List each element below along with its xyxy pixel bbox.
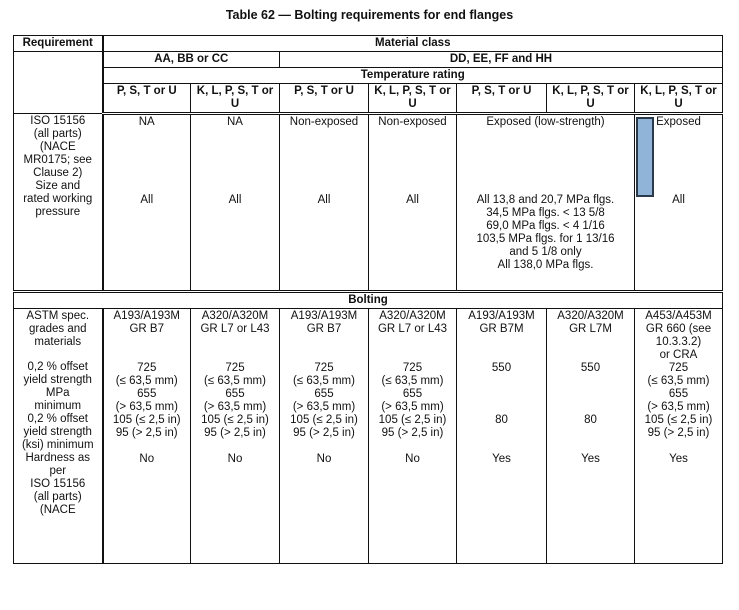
iso-label-line: MR0175; see	[23, 154, 92, 166]
mpa-value: 550	[580, 362, 601, 374]
iso-value: NA	[227, 116, 243, 128]
ksi-value: 95 (> 2,5 in)	[115, 427, 178, 439]
mpa-value: (> 63,5 mm)	[115, 401, 178, 413]
rating-header: K, L, P, S, T or U	[191, 84, 280, 114]
hardness-label-line: (NACE	[39, 504, 76, 516]
size-exposed-line: 34,5 MPa flgs. < 13 5/8	[486, 207, 605, 219]
rating-header: K, L, P, S, T or U	[547, 84, 635, 114]
blank-cell	[14, 52, 103, 114]
mpa-value: (≤ 63,5 mm)	[293, 375, 355, 387]
bolting-col-1	[103, 309, 191, 564]
mpa-value: (≤ 63,5 mm)	[381, 375, 444, 387]
bolting-section-header: Bolting	[14, 292, 723, 309]
header-row-material-class	[14, 36, 723, 52]
size-exposed-line: 103,5 MPa flgs. for 1 13/16	[476, 233, 615, 245]
hardness-label-line: (all parts)	[33, 491, 82, 503]
mpa-value: 655	[137, 388, 157, 400]
bolting-section-row	[14, 292, 723, 309]
rating-header: P, S, T or U	[457, 84, 547, 114]
spec-value: GR L7M	[569, 323, 612, 335]
spec-value: A193/A193M	[468, 310, 535, 322]
mpa-value: 655	[402, 388, 423, 400]
spec-value: GR 660 (see	[645, 323, 712, 335]
bolting-col-5	[457, 309, 547, 564]
group-a-header: AA, BB or CC	[103, 52, 280, 68]
hardness-value: Yes	[581, 453, 600, 465]
size-value: All	[672, 194, 685, 206]
ksi-value: 80	[495, 414, 508, 426]
mpa-value: (≤ 63,5 mm)	[115, 375, 178, 387]
hardness-value: Yes	[669, 453, 688, 465]
size-exposed-line: All 138,0 MPa flgs.	[497, 259, 594, 271]
ksi-label-line: 0,2 % offset	[27, 413, 89, 425]
ksi-label-line: (ksi) minimum	[21, 439, 94, 451]
iso-value: NA	[138, 116, 155, 128]
spec-label-line: grades and	[28, 323, 87, 335]
iso-label-line: ISO 15156	[30, 115, 86, 127]
ksi-value: 95 (> 2,5 in)	[647, 427, 710, 439]
bolting-col-4	[369, 309, 457, 564]
bolting-data-row	[14, 309, 723, 564]
mpa-label-line: MPa	[45, 387, 70, 399]
ksi-value: 95 (> 2,5 in)	[204, 427, 266, 439]
header-row-groups	[14, 52, 723, 68]
rating-header: K, L, P, S, T or U	[369, 84, 457, 114]
rating-header: P, S, T or U	[103, 84, 191, 114]
ksi-value: 105 (≤ 2,5 in)	[378, 414, 447, 426]
mpa-value: (≤ 63,5 mm)	[647, 375, 710, 387]
mpa-value: 725	[137, 362, 157, 374]
spec-value: A320/A320M	[201, 310, 269, 322]
hardness-label-line: Hardness as	[25, 452, 91, 464]
bolting-col-6	[547, 309, 635, 564]
bolting-col-3	[280, 309, 369, 564]
group-b-header: DD, EE, FF and HH	[280, 52, 723, 68]
ksi-value: 95 (> 2,5 in)	[381, 427, 444, 439]
hardness-label-line: per	[49, 465, 67, 477]
mpa-value: 725	[314, 362, 334, 374]
bolting-requirements-table	[13, 35, 723, 564]
spec-value: A320/A320M	[379, 310, 446, 322]
spec-value: GR B7M	[479, 323, 524, 335]
iso-label-line: (NACE	[39, 141, 76, 153]
size-label-line: pressure	[35, 206, 81, 218]
iso-label-cell	[14, 114, 103, 292]
size-exposed-line: and 5 1/8 only	[509, 246, 582, 258]
size-label-line: Size and	[35, 180, 81, 192]
mpa-value: (≤ 63,5 mm)	[204, 375, 266, 387]
hardness-value: No	[405, 453, 420, 465]
iso-value-cell	[103, 114, 191, 292]
iso-value: Non-exposed	[378, 116, 447, 128]
mpa-label-line: yield strength	[23, 374, 92, 386]
mpa-value: 655	[668, 388, 689, 400]
size-value: All	[228, 194, 242, 206]
spec-value: A193/A193M	[290, 310, 358, 322]
temperature-rating-header: Temperature rating	[103, 68, 723, 84]
table-title: Table 62 — Bolting requirements for end flanges	[225, 8, 514, 22]
mpa-value: 550	[491, 362, 512, 374]
bolting-col-7	[635, 309, 723, 564]
iso-value: Exposed	[656, 116, 701, 128]
iso-exposed-lowstrength-cell	[457, 114, 635, 292]
spec-label-line: materials	[34, 336, 82, 348]
material-class-header: Material class	[103, 36, 723, 52]
header-row-temperature	[14, 68, 723, 84]
size-exposed-line: 69,0 MPa flgs. < 4 1/16	[486, 220, 605, 232]
spec-value: GR L7 or L43	[200, 323, 270, 335]
size-value: All	[406, 194, 419, 206]
ksi-label-line: yield strength	[23, 426, 92, 438]
bolting-col-2	[191, 309, 280, 564]
spec-value: A193/A193M	[113, 310, 180, 322]
mpa-value: 725	[402, 362, 423, 374]
hardness-value: Yes	[492, 453, 511, 465]
spec-value: 10.3.3.2)	[655, 336, 702, 348]
selection-highlight-box[interactable]	[636, 117, 654, 197]
rating-header: P, S, T or U	[280, 84, 369, 114]
spec-value: or CRA	[659, 349, 698, 361]
spec-label-line: ASTM spec.	[26, 310, 90, 322]
iso-requirement-row	[14, 114, 723, 292]
ksi-value: 105 (≤ 2,5 in)	[201, 414, 269, 426]
ksi-value: 80	[584, 414, 597, 426]
spec-value: A320/A320M	[557, 310, 624, 322]
mpa-value: 655	[314, 388, 334, 400]
size-exposed-line: All 13,8 and 20,7 MPa flgs.	[476, 194, 615, 206]
iso-value: Non-exposed	[289, 116, 359, 128]
ksi-value: 105 (≤ 2,5 in)	[112, 414, 181, 426]
hardness-label-line: ISO 15156	[30, 478, 86, 490]
header-row-ratings	[14, 84, 723, 114]
mpa-value: 725	[225, 362, 245, 374]
iso-value-cell	[369, 114, 457, 292]
iso-value-cell	[280, 114, 369, 292]
ksi-value: 105 (≤ 2,5 in)	[644, 414, 713, 426]
spec-value: GR L7 or L43	[377, 323, 448, 335]
hardness-value: No	[316, 453, 332, 465]
iso-value-cell	[191, 114, 280, 292]
bolting-label-cell	[14, 309, 103, 564]
mpa-label-line: minimum	[34, 400, 82, 412]
ksi-value: 105 (≤ 2,5 in)	[290, 414, 358, 426]
spec-value: GR B7	[306, 323, 342, 335]
mpa-value: 725	[668, 362, 689, 374]
size-label-line: rated working	[23, 193, 93, 205]
ksi-value: 95 (> 2,5 in)	[293, 427, 355, 439]
mpa-value: (> 63,5 mm)	[381, 401, 444, 413]
hardness-value: No	[227, 453, 243, 465]
mpa-value: (> 63,5 mm)	[292, 401, 356, 413]
size-value: All	[140, 194, 154, 206]
spec-value: A453/A453M	[645, 310, 712, 322]
requirement-header: Requirement	[14, 36, 103, 52]
iso-label-line: (all parts)	[33, 128, 82, 140]
hardness-value: No	[139, 453, 155, 465]
mpa-value: 655	[225, 388, 245, 400]
iso-label-line: Clause 2)	[33, 167, 83, 179]
spec-value: GR B7	[129, 323, 164, 335]
iso-value: Exposed (low-strength)	[486, 116, 605, 128]
mpa-label-line: 0,2 % offset	[27, 361, 89, 373]
size-value: All	[317, 194, 331, 206]
rating-header: K, L, P, S, T or U	[635, 84, 723, 114]
mpa-value: (> 63,5 mm)	[647, 401, 710, 413]
mpa-value: (> 63,5 mm)	[203, 401, 267, 413]
